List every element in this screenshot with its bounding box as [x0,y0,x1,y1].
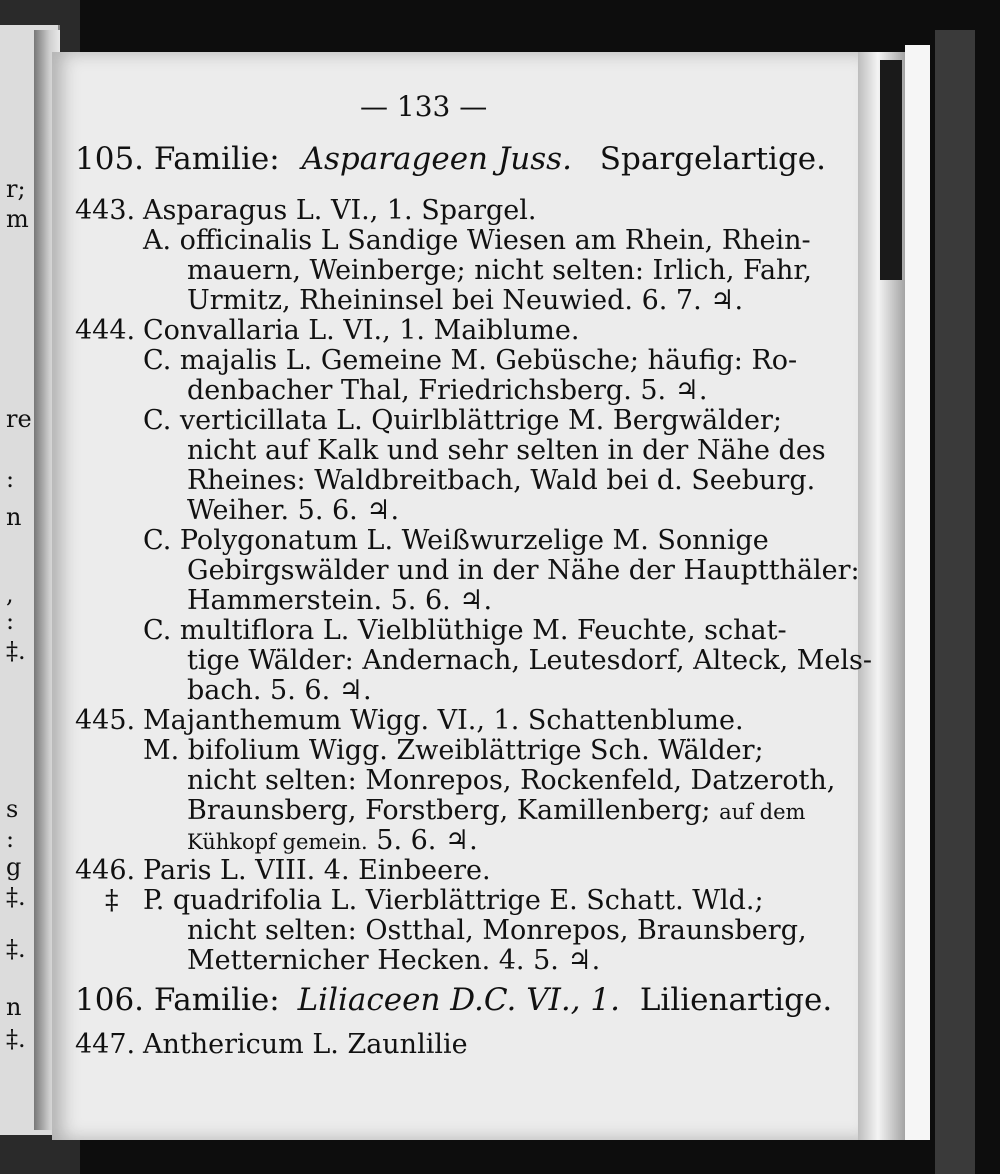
entry-line: Hammerstein. 5. 6. ♃. [187,585,493,616]
hybrid-mark: ‡ [105,885,119,916]
heading-common-name: Spargelartige. [599,141,826,177]
entry-number: 444. [75,315,136,346]
entry-text: Asparagus L. VI., 1. Spargel. [143,195,537,226]
entry-text: 5. 6. ♃. [376,825,478,856]
entry-number: 447. [75,1029,136,1060]
entry-line [75,196,536,226]
family-heading-106 [75,982,833,1018]
entry-number: 446. [75,855,136,886]
left-fragment: s [6,795,19,823]
heading-number: 106. [75,982,145,1018]
entry-line [75,706,744,736]
entry-line: Metternicher Hecken. 4. 5. ♃. [187,945,601,976]
heading-label: Familie: [153,982,280,1018]
entry-line: nicht selten: Monrepos, Rockenfeld, Datzeroth, [187,765,836,796]
entry-line: Gebirgswälder und in der Nähe der Hauptthäler: [187,555,860,586]
entry-line: C. verticillata L. Quirlblättrige M. Bergwälder; [143,405,782,436]
left-fragment: m [6,205,29,233]
entry-line [75,856,491,886]
entry-line: Rheines: Waldbreitbach, Wald bei d. Seeburg. [187,465,816,496]
entry-text: Paris L. VIII. 4. Einbeere. [143,855,491,886]
entry-line: mauern, Weinberge; nicht selten: Irlich, Fahr, [187,255,812,286]
left-fragment: : [6,825,15,853]
entry-line: bach. 5. 6. ♃. [187,675,372,706]
entry-text: Majanthemum Wigg. VI., 1. Schattenblume. [143,705,744,736]
left-fragment: n [6,503,22,531]
page-number: — 133 — [360,90,488,123]
entry-line [187,826,478,857]
entry-line [75,316,579,346]
entry-text: Anthericum L. Zaunlilie [143,1029,468,1060]
heading-number: 105. [75,141,145,177]
entry-line: M. bifolium Wigg. Zweiblättrige Sch. Wälder; [143,735,764,766]
entry-line: tige Wälder: Andernach, Leutesdorf, Alteck, Mels- [187,645,873,676]
entry-line: Weiher. 5. 6. ♃. [187,495,400,526]
left-fragment: ‡. [6,637,26,665]
entry-line: C. majalis L. Gemeine M. Gebüsche; häufig: Ro- [143,345,798,376]
entry-line [187,796,805,827]
heading-label: Familie: [153,141,280,177]
entry-text: Braunsberg, Forstberg, Kamillenberg; [187,795,711,826]
entry-line: denbacher Thal, Friedrichsberg. 5. ♃. [187,375,708,406]
entry-note: Kühkopf gemein. [187,830,368,854]
entry-line: nicht auf Kalk und sehr selten in der Nähe des [187,435,826,466]
left-fragment: r; [6,175,26,203]
entry-line [75,1030,468,1060]
entry-number: 445. [75,705,136,736]
left-fragment: : [6,607,15,635]
family-heading-105 [75,141,826,177]
heading-common-name: Lilienartige. [639,982,833,1018]
heading-latin-name: Liliaceen D.C. VI., 1. [297,982,620,1018]
entry-line [105,886,764,916]
left-fragment: n [6,993,22,1021]
entry-line: Urmitz, Rheininsel bei Neuwied. 6. 7. ♃. [187,285,744,316]
left-fragment: g [6,853,22,881]
entry-line: nicht selten: Ostthal, Monrepos, Braunsberg, [187,915,807,946]
left-fragment: ‡. [6,935,26,963]
entry-line: C. Polygonatum L. Weißwurzelige M. Sonnige [143,525,769,556]
entry-line: C. multiflora L. Vielblüthige M. Feuchte, schat- [143,615,787,646]
heading-latin-name: Asparageen Juss. [301,141,572,177]
left-fragment: ‡. [6,883,26,911]
left-fragment: re [6,405,32,433]
left-fragment: : [6,465,15,493]
entry-note: auf dem [719,800,806,824]
left-fragment: , [6,580,14,608]
entry-line: A. officinalis L Sandige Wiesen am Rhein, Rhein- [143,225,811,256]
entry-text: P. quadrifolia L. Vierblättrige E. Schatt. Wld.; [143,885,764,916]
entry-text: Convallaria L. VI., 1. Maiblume. [143,315,580,346]
entry-number: 443. [75,195,136,226]
left-fragment: ‡. [6,1025,26,1053]
